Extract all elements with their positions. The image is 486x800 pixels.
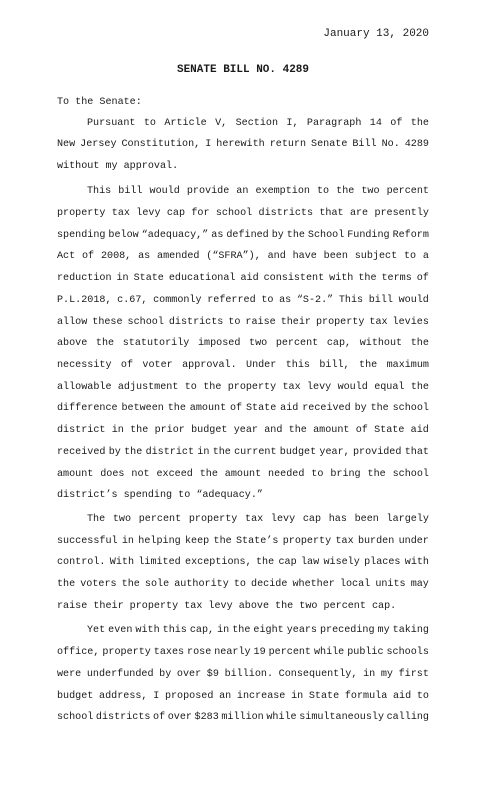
paragraph-4-line: Yet even with this cap, in the eight years preceding my taking <box>87 625 429 636</box>
document-date: January 13, 2020 <box>323 28 429 40</box>
paragraph-2-line: spending below “adequacy,” as defined by the School Funding Reform <box>57 230 429 241</box>
paragraph-2-line: Act of 2008, as amended (“SFRA”), and have been subject to a <box>57 251 429 262</box>
paragraph-3-line: the voters the sole authority to decide whether local units may <box>57 579 429 590</box>
paragraph-2-line: district in the prior budget year and the amount of State aid <box>57 425 429 436</box>
paragraph-2-line: This bill would provide an exemption to the two percent <box>87 186 429 197</box>
paragraph-4-line: budget address, I proposed an increase in State formula aid to <box>57 691 429 702</box>
paragraph-2-line: district’s spending to “adequacy.” <box>57 490 263 501</box>
paragraph-3-line: control. With limited exceptions, the cap law wisely places with <box>57 557 429 568</box>
paragraph-3-line: The two percent property tax levy cap has been largely <box>87 514 429 525</box>
paragraph-2-line: property tax levy cap for school districts that are presently <box>57 208 429 219</box>
paragraph-2-line: difference between the amount of State aid received by the school <box>57 403 429 414</box>
paragraph-4-line: office, property taxes rose nearly 19 percent while public schools <box>57 647 429 658</box>
paragraph-2-line: reduction in State educational aid consistent with the terms of <box>57 273 429 284</box>
paragraph-2-line: necessity of voter approval. Under this bill, the maximum <box>57 360 429 371</box>
paragraph-1-line: without my approval. <box>57 161 179 172</box>
paragraph-1-line: New Jersey Constitution, I herewith return Senate Bill No. 4289 <box>57 139 429 150</box>
paragraph-2-line: allow these school districts to raise their property tax levies <box>57 317 429 328</box>
paragraph-2-line: allowable adjustment to the property tax levy would equal the <box>57 382 429 393</box>
paragraph-1-line: Pursuant to Article V, Section I, Paragraph 14 of the <box>87 118 429 129</box>
document-title: SENATE BILL NO. 4289 <box>176 64 310 76</box>
salutation: To the Senate: <box>57 97 142 108</box>
paragraph-2-line: received by the district in the current budget year, provided that <box>57 447 429 458</box>
paragraph-2-line: above the statutorily imposed two percent cap, without the <box>57 338 429 349</box>
paragraph-4-line: school districts of over $283 million while simultaneously calling <box>57 712 429 723</box>
paragraph-2-line: amount does not exceed the amount needed to bring the school <box>57 469 429 480</box>
paragraph-3-line: raise their property tax levy above the two percent cap. <box>57 601 397 612</box>
paragraph-4-line: were underfunded by over $9 billion. Consequently, in my first <box>57 669 429 680</box>
paragraph-2-line: P.L.2018, c.67, commonly referred to as “S-2.” This bill would <box>57 295 429 306</box>
paragraph-3-line: successful in helping keep the State’s property tax burden under <box>57 536 429 547</box>
